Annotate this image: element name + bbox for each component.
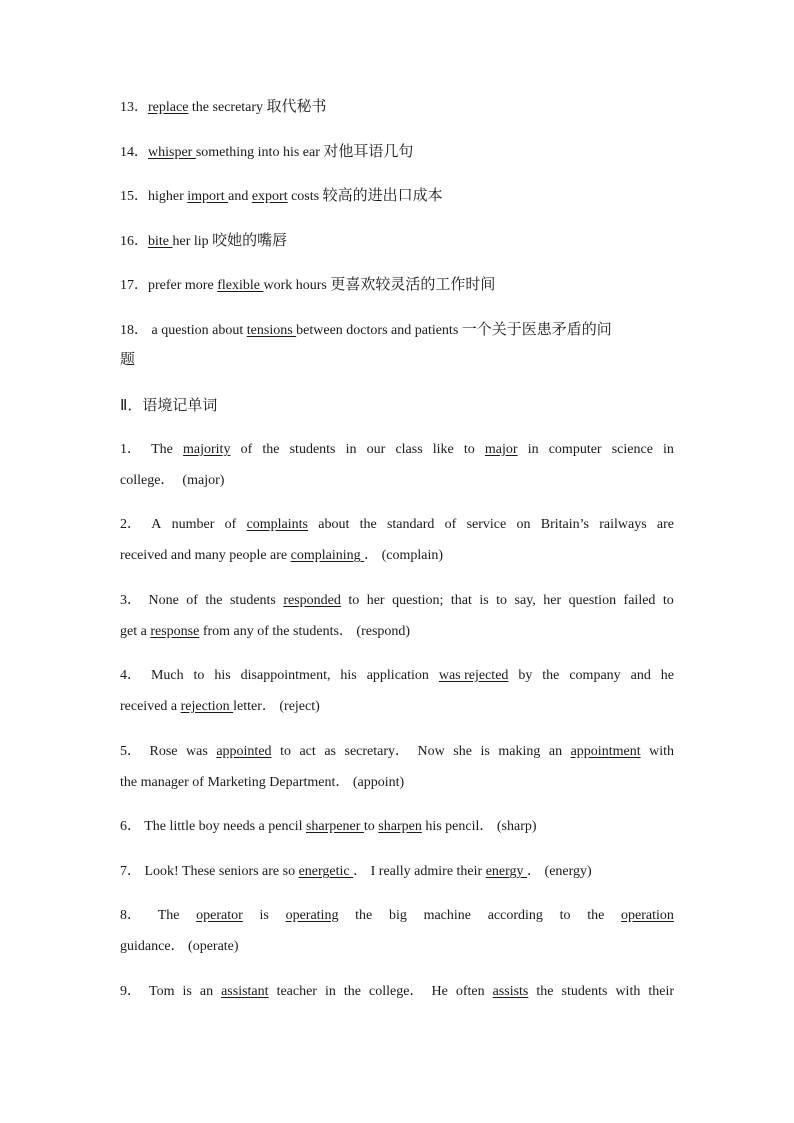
item-1-line-2: college． (major) bbox=[120, 473, 225, 488]
item-4-line-1: 4． Much to his disappointment, his application was rejected by the company and he bbox=[120, 666, 674, 686]
answer-blank: import bbox=[187, 189, 229, 204]
answer-blank: flexible bbox=[217, 278, 264, 293]
answer-blank: energetic bbox=[298, 864, 354, 879]
chinese-translation: 题 bbox=[120, 350, 136, 368]
item-8-line-2: guidance． (operate) bbox=[120, 939, 239, 954]
phrase-17 bbox=[120, 274, 674, 296]
item-6: 6． The little boy needs a pencil sharpener to sharpen his pencil． (sharp) bbox=[120, 819, 537, 834]
item-3-line-1: 3． None of the students responded to her question; that is to say, her question failed to bbox=[120, 591, 674, 611]
item-3-line-2: get a response from any of the students． (respond) bbox=[120, 624, 411, 639]
answer-blank: complaints bbox=[246, 517, 308, 532]
phrase-number: 16． bbox=[120, 234, 148, 249]
answer-blank: was rejected bbox=[438, 668, 509, 683]
answer-blank: tensions bbox=[246, 323, 297, 338]
phrase-text: between doctors and patients bbox=[296, 323, 462, 338]
hint-word: (major) bbox=[182, 473, 225, 488]
item-4-line-2: received a rejection letter． (reject) bbox=[120, 699, 320, 714]
item-7: 7． Look! These seniors are so energetic ． I really admire their energy ． (energy) bbox=[120, 864, 592, 879]
phrase-16 bbox=[120, 230, 674, 252]
phrase-18-continued bbox=[120, 349, 674, 371]
phrase-13 bbox=[120, 96, 674, 118]
item-5-line-2: the manager of Marketing Department． (appoint) bbox=[120, 775, 405, 790]
answer-blank: sharpener bbox=[305, 819, 364, 834]
answer-blank: appointed bbox=[216, 744, 272, 759]
answer-blank: appointment bbox=[570, 744, 641, 759]
phrase-text: prefer more bbox=[148, 278, 218, 293]
answer-blank: bite bbox=[148, 234, 173, 249]
answer-blank: operating bbox=[285, 908, 339, 923]
chinese-translation: 取代秘书 bbox=[266, 97, 327, 115]
answer-blank: rejection bbox=[180, 699, 234, 714]
phrase-14 bbox=[120, 141, 674, 163]
section-title: Ⅱ．语境记单词 bbox=[120, 396, 218, 414]
item-2-line-2: received and many people are complaining ． (complain) bbox=[120, 548, 444, 563]
answer-blank: assistant bbox=[221, 984, 269, 999]
item-9-line-1: 9． Tom is an assistant teacher in the college． He often assists the students with their bbox=[120, 982, 674, 1002]
answer-blank: assists bbox=[492, 984, 529, 999]
item-5-line-1: 5． Rose was appointed to act as secretary． Now she is making an appointment with bbox=[120, 742, 674, 762]
answer-blank: response bbox=[150, 624, 200, 639]
chinese-translation: 较高的进出口成本 bbox=[322, 186, 443, 204]
answer-blank: complaining bbox=[290, 548, 365, 563]
phrase-text: a question about bbox=[148, 323, 247, 338]
phrase-text: and bbox=[228, 189, 252, 204]
answer-blank: replace bbox=[148, 100, 189, 115]
chinese-translation: 对他耳语几句 bbox=[323, 142, 414, 160]
phrase-text: higher bbox=[148, 189, 188, 204]
chinese-translation: 一个关于医患矛盾的问 bbox=[461, 320, 612, 338]
phrase-text: something into his ear bbox=[195, 145, 324, 160]
phrase-15 bbox=[120, 185, 674, 207]
phrase-number: 17． bbox=[120, 278, 148, 293]
phrase-text: her lip bbox=[172, 234, 213, 249]
answer-blank: majority bbox=[183, 442, 231, 457]
item-1-line-1: 1． The majority of the students in our class like to major in computer science in bbox=[120, 440, 674, 460]
answer-blank: responded bbox=[283, 593, 341, 608]
phrase-text: the secretary bbox=[188, 100, 267, 115]
answer-blank: export bbox=[251, 189, 288, 204]
answer-blank: major bbox=[484, 442, 518, 457]
phrase-text: costs bbox=[287, 189, 323, 204]
phrase-number: 13． bbox=[120, 100, 148, 115]
phrase-number: 15． bbox=[120, 189, 148, 204]
item-2-line-1: 2． A number of complaints about the standard of service on Britain’s railways are bbox=[120, 515, 674, 535]
phrase-text: work hours bbox=[263, 278, 331, 293]
phrase-number: 14． bbox=[120, 145, 148, 160]
chinese-translation: 更喜欢较灵活的工作时间 bbox=[330, 275, 496, 293]
phrase-number: 18． bbox=[120, 323, 148, 338]
answer-blank: energy bbox=[485, 864, 528, 879]
item-8-line-1: 8． The operator is operating the big machine according to the operation bbox=[120, 906, 674, 926]
answer-blank: operation bbox=[621, 908, 674, 923]
chinese-translation: 咬她的嘴唇 bbox=[212, 231, 288, 249]
answer-blank: sharpen bbox=[378, 819, 422, 834]
phrase-18 bbox=[120, 319, 674, 341]
answer-blank: whisper bbox=[148, 145, 196, 160]
answer-blank: operator bbox=[196, 908, 243, 923]
